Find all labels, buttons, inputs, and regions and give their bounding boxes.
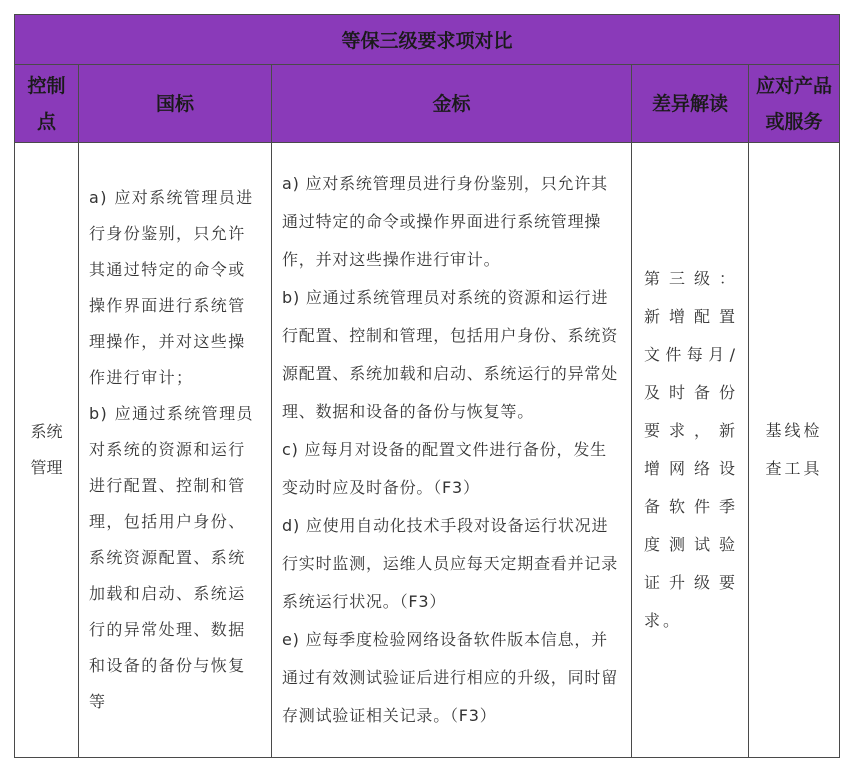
table-row bbox=[15, 143, 840, 758]
header-product bbox=[749, 65, 840, 143]
header-product-line1: 应对产品 bbox=[756, 74, 833, 97]
cell-diff: 第三级：新增配置文件每月/及时备份要求，新增网络设备软件季度测试验证升级要求。 bbox=[632, 143, 749, 758]
table-title-row bbox=[15, 15, 840, 65]
header-control-line2: 点 bbox=[36, 110, 56, 133]
table-header-row bbox=[15, 65, 840, 143]
cell-national bbox=[79, 143, 272, 758]
comparison-table-container bbox=[14, 14, 840, 758]
financial-item-d: d) 应使用自动化技术手段对设备运行状况进行实时监测，运维人员应每天定期查看并记录系统运行状况。（F3） bbox=[282, 516, 619, 611]
comparison-table bbox=[14, 14, 840, 758]
national-item-b: b) 应通过系统管理员对系统的资源和运行进行配置、控制和管理，包括用户身份、系统资源配置、系统加载和启动、系统运行的异常处理、数据和设备的备份与恢复等 bbox=[89, 404, 254, 711]
control-line1: 系统 bbox=[30, 422, 63, 441]
header-national: 国标 bbox=[79, 65, 272, 143]
control-line2: 管理 bbox=[30, 458, 63, 477]
header-control-point bbox=[15, 65, 79, 143]
table-title: 等保三级要求项对比 bbox=[15, 15, 840, 65]
financial-item-e: e) 应每季度检验网络设备软件版本信息，并通过有效测试验证后进行相应的升级，同时留存测试验证相关记录。（F3） bbox=[282, 630, 619, 725]
cell-control-point bbox=[15, 143, 79, 758]
header-product-line2: 或服务 bbox=[765, 110, 823, 133]
header-control-line1: 控制 bbox=[27, 74, 66, 97]
header-financial: 金标 bbox=[272, 65, 632, 143]
cell-financial bbox=[272, 143, 632, 758]
financial-item-a: a) 应对系统管理员进行身份鉴别，只允许其通过特定的命令或操作界面进行系统管理操作，并对这些操作进行审计。 bbox=[282, 174, 608, 269]
cell-product: 基线检查工具 bbox=[749, 143, 840, 758]
header-diff: 差异解读 bbox=[632, 65, 749, 143]
national-item-a: a) 应对系统管理员进行身份鉴别，只允许其通过特定的命令或操作界面进行系统管理操作，并对这些操作进行审计； bbox=[89, 188, 254, 387]
financial-item-c: c) 应每月对设备的配置文件进行备份，发生变动时应及时备份。（F3） bbox=[282, 440, 607, 497]
financial-item-b: b) 应通过系统管理员对系统的资源和运行进行配置、控制和管理，包括用户身份、系统资源配置、系统加载和启动、系统运行的异常处理、数据和设备的备份与恢复等。 bbox=[282, 288, 619, 421]
